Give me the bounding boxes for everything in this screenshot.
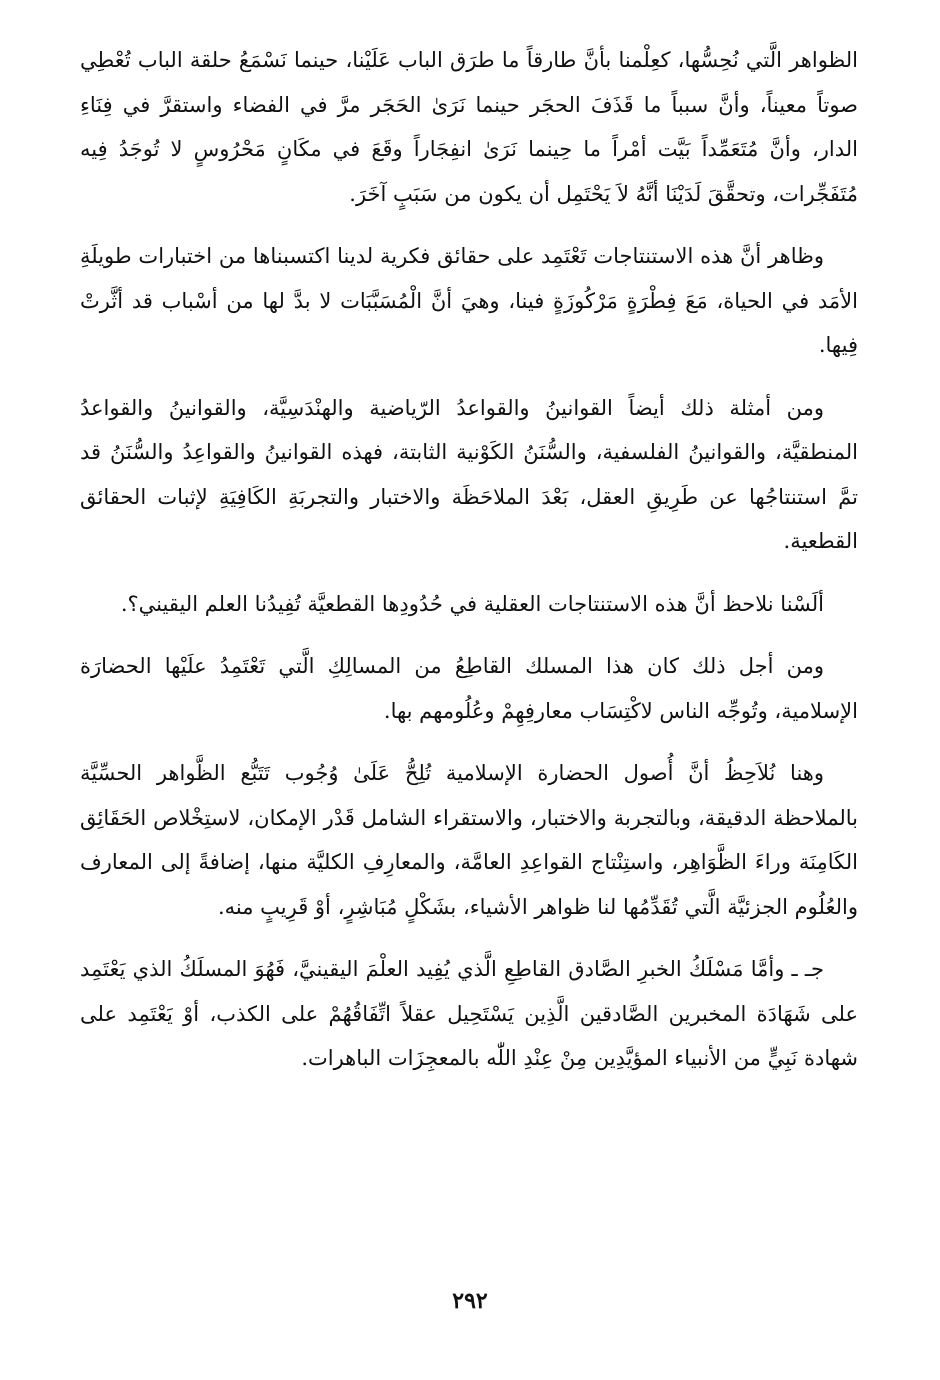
paragraph-2: وظاهر أنَّ هذه الاستنتاجات تَعْتَمِد على حقائق فكرية لدينا اكتسبناها من اختبارات طويلَةِ الأمَد في الحياة، مَعَ فِطْرَةٍ مَرْكُوزَةٍ فينا، وهيَ أنَّ الْمُسَبَّبَات لا بدَّ لها من أسْباب قد أثَّرتْ فِيها.: [80, 244, 858, 357]
page-number: ٢٩٢: [452, 1288, 488, 1314]
paragraph-1: الظواهر الَّتي نُحِسُّها، كعِلْمنا بأنَّ طارقاً ما طرَق الباب عَلَيْنا، حينما نَسْمَعُ حلقة الباب تُعْطِي صوتاً معيناً، وأنَّ سبباً ما قَذَفَ الحجَر حينما نَرَىٰ الحَجَر مرَّ في الفضاء واستقرَّ في فِنَاءِ الدار، وأنَّ مُتَعَمِّداً بَيَّت أمْراً ما حِينما نَرَىٰ انفِجَاراً وقَعَ في مكَانٍ مَحْرُوسٍ لا تُوجَدُ فِيه مُتَفَجِّرات، وتحقَّقَ لَدَيْنَا أنَّهُ لاَ يَحْتَمِل أن يكون من سَبَبٍ آخَرَ.: [80, 48, 858, 206]
body-text: [80, 38, 858, 1099]
paragraph-4: ألَسْنا نلاحظ أنَّ هذه الاستنتاجات العقلية في حُدُودِها القطعيَّة تُفِيدُنا العلم اليقيني؟.: [120, 591, 824, 616]
book-page: [0, 38, 940, 1338]
paragraph-5: ومن أجل ذلك كان هذا المسلك القاطِعُ من المسالِكِ الَّتي تَعْتَمِدُ علَيْها الحضارَة الإسلامية، وتُوجِّه الناس لاكْتِسَاب معارفِهِمْ وعُلُومهم بها.: [80, 654, 858, 723]
paragraph-3: ومن أمثلة ذلك أيضاً القوانينُ والقواعدُ الرّياضية والهنْدَسِيَّة، والقوانينُ والقواعدُ المنطقيَّة، والقوانينُ الفلسفية، والسُّنَنُ الكَوْنية الثابتة، فهذه القوانينُ والقواعِدُ والسُّنَنُ قد تمَّ استنتاجُها عن طَرِيقِ العقل، بَعْدَ الملاحَظَة والاختبار والتجربَةِ الكَافِيَةِ لإثبات الحقائق القطعية.: [80, 395, 858, 553]
paragraph-7: جـ ـ وأمَّا مَسْلَكُ الخبرِ الصَّادق القاطِعِ الَّذي يُفِيد العلْمَ اليقينيَّ، فَهُوَ المسلَكُ الذي يَعْتَمِد على شَهَادَة المخبرين الصَّادقين الَّذِين يَسْتَحِيل عقلاً اتِّفَاقُهُمْ على الكذب، أوْ يَعْتَمِد على شهادة نَبِيٍّ من الأنبياء المؤيَّدِين مِنْ عِنْدِ اللّٰه بالمعجِزَات الباهرات.: [80, 957, 858, 1070]
paragraph-6: وهنا نُلاَحِظُ أنَّ أُصول الحضارة الإسلامية تُلِحُّ عَلَىٰ وُجُوب تَتَبُّع الظَّواهر الحسِّيَّة بالملاحظة الدقيقة، وبالتجربة والاختبار، والاستقراء الشامل قَدْر الإمكان، لاستِخْلاص الحَقَائِق الكَامِنَة وراءَ الظَّوَاهِر، واستِنْتاج القواعِدِ العامَّة، والمعارِفِ الكليَّة منها، إضافةً إلى المعارف والعُلُوم الجزئيَّة الَّتي تُقَدِّمُها لنا ظواهر الأشياء، بشَكْلٍ مُبَاشِرٍ، أوْ قَرِيبٍ منه.: [80, 761, 858, 919]
